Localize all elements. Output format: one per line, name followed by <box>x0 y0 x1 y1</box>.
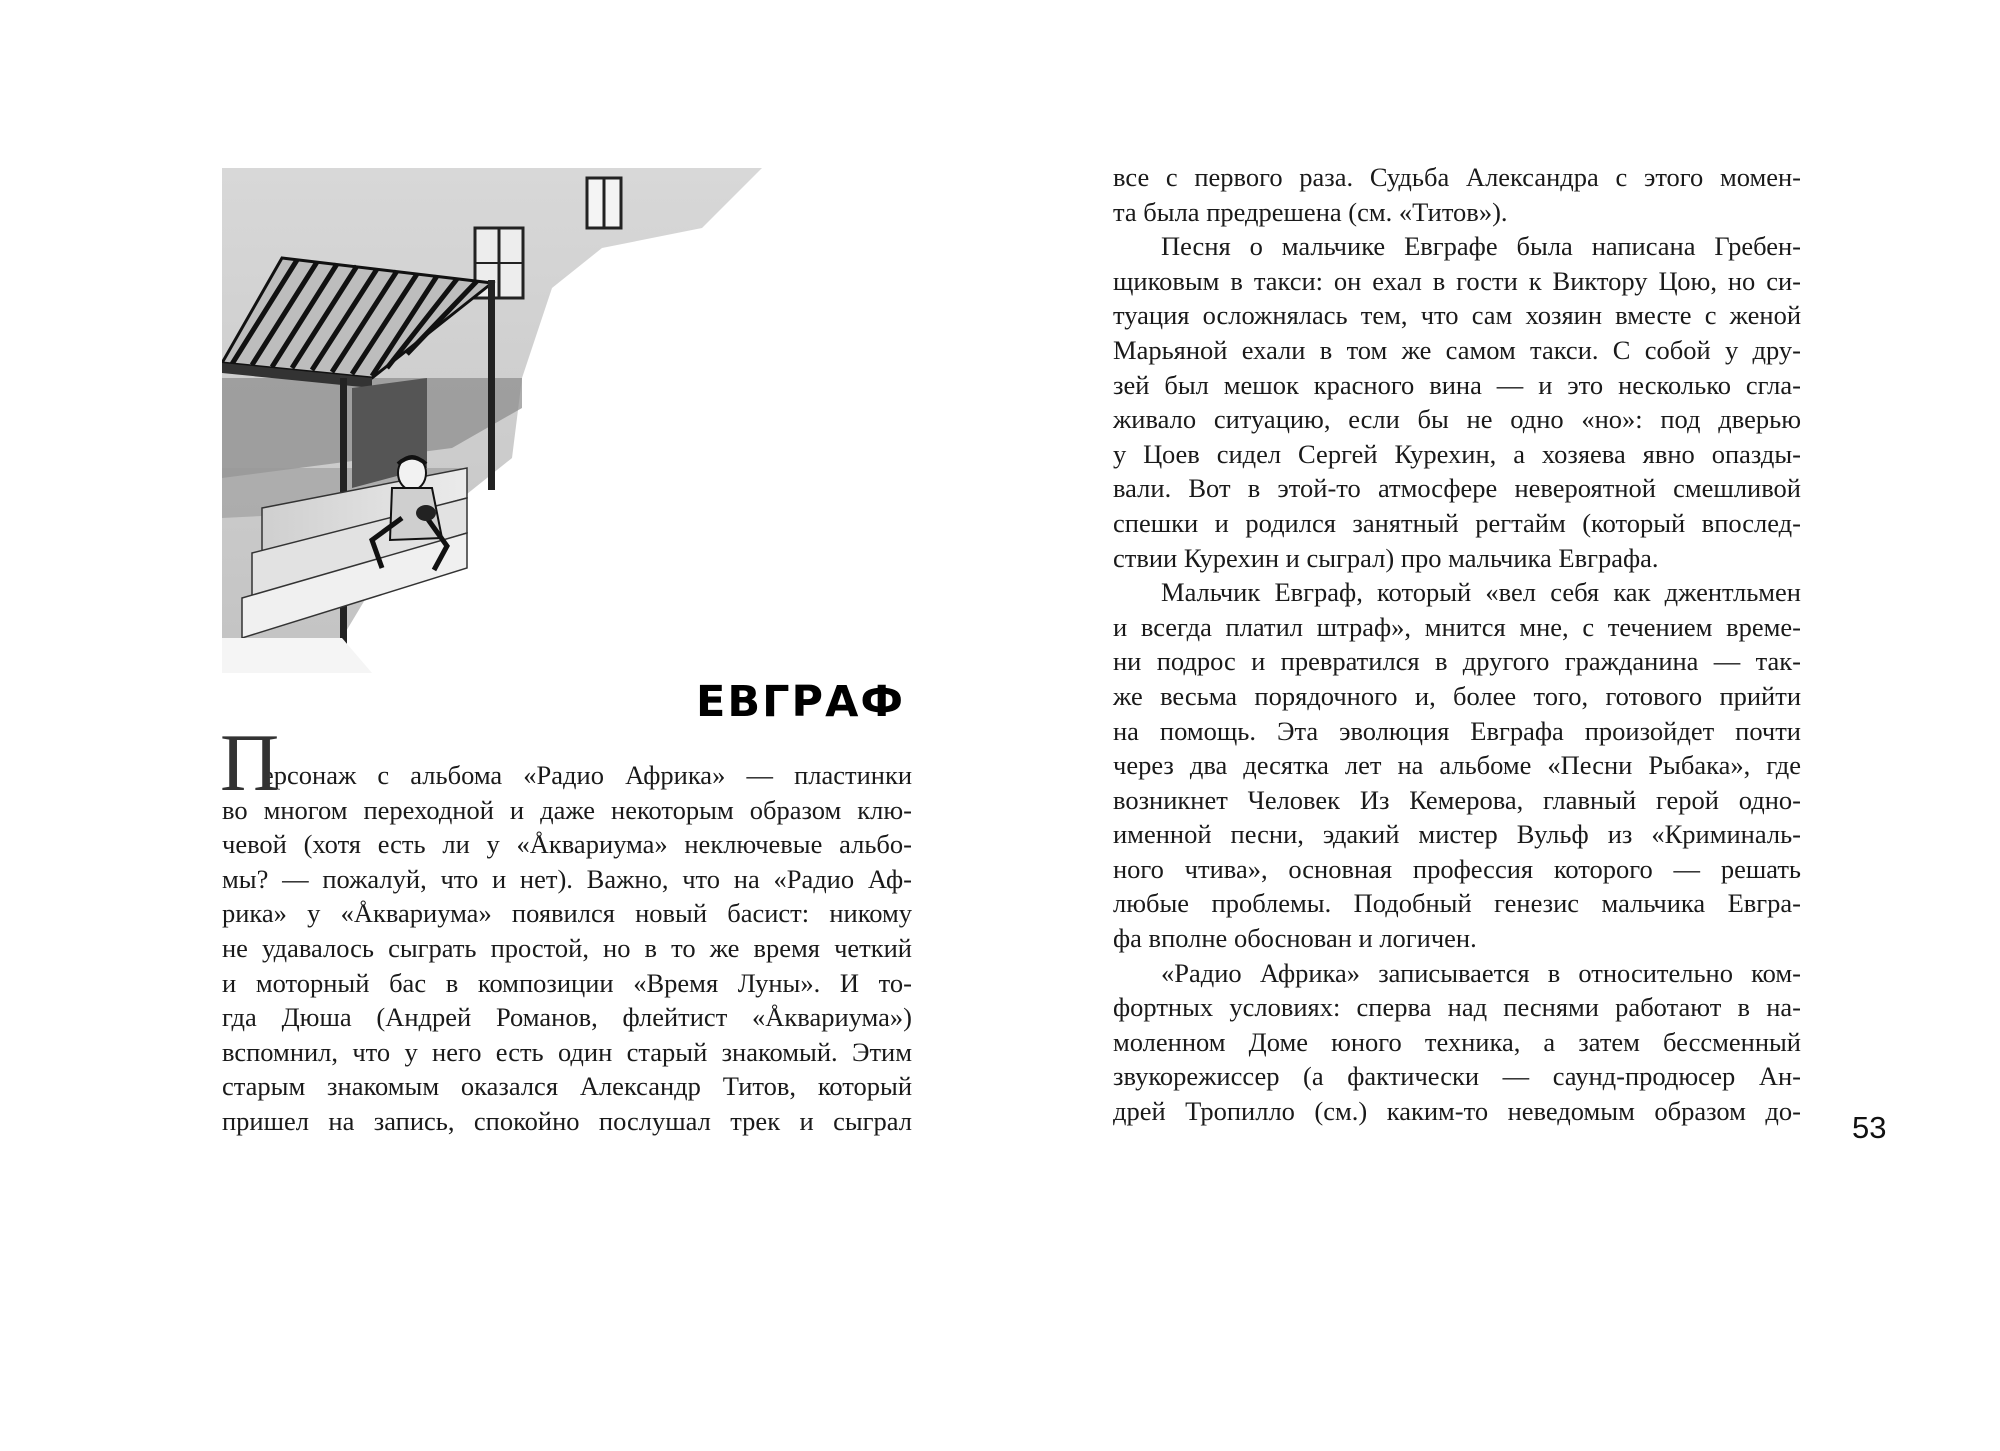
paragraph-line: вспомнил, что у него есть один старый знакомый. Этим <box>222 1036 912 1067</box>
paragraph-line: и моторный бас в композиции «Время Луны». И то- <box>222 967 912 998</box>
paragraph-line: П ерсонаж с альбома «Радио Африка» — пластинки <box>220 717 912 808</box>
paragraph-line: пришел на запись, спокойно послушал трек и сыграл <box>222 1105 912 1136</box>
paragraph-line: через два десятка лет на альбоме «Песни Рыбака», где <box>1113 750 1801 781</box>
paragraph-line: чевой (хотя есть ли у «Åквариума» неключевые альбо- <box>222 829 912 860</box>
paragraph-line: рика» у «Åквариума» появился новый басист: никому <box>222 898 912 929</box>
paragraph-line: Песня о мальчике Евграфе была написана Гребен- <box>1161 231 1801 262</box>
drop-cap: П <box>220 717 280 808</box>
paragraph-line: мы? — пожалуй, что и нет). Важно, что на «Радио Аф- <box>222 863 912 894</box>
paragraph-line: все с первого раза. Судьба Александра с этого момен- <box>1113 162 1801 192</box>
paragraph-line: не удавалось сыграть простой, но в то же время четкий <box>222 932 912 963</box>
article-title: ЕВГРАФ <box>696 677 905 727</box>
paragraph-line: фортных условиях: сперва над песнями работают в на- <box>1113 992 1801 1023</box>
paragraph-line: же весьма порядочного и, более того, готового прийти <box>1113 680 1801 711</box>
paragraph-line: на помощь. Эта эволюция Евграфа произойдет почти <box>1113 715 1801 746</box>
illustration-boy-on-porch <box>222 168 762 673</box>
paragraph-line: ного чтива», основная профессия которого — решать <box>1113 853 1801 884</box>
paragraph-line: та была предрешена (см. «Титов»). <box>1113 196 1508 227</box>
paragraph-line: моленном Доме юного техника, а затем бессменный <box>1113 1026 1801 1057</box>
paragraph-line: во многом переходной и даже некоторым образом клю- <box>222 794 912 825</box>
page-number: 53 <box>1852 1110 1887 1145</box>
paragraph-line: возникнет Человек Из Кемерова, главный герой одно- <box>1113 784 1801 815</box>
paragraph-line: вали. Вот в этой-то атмосфере невероятной смешливой <box>1113 473 1801 504</box>
paragraph-line: Мальчик Евграф, который «вел себя как джентльмен <box>1161 577 1801 608</box>
paragraph-line: фа вполне обоснован и логичен. <box>1113 923 1477 954</box>
right-column-text <box>1113 160 1801 1129</box>
paragraph-line: щиковым в такси: он ехал в гости к Виктору Цою, но си- <box>1113 265 1801 296</box>
paragraph-line: именной песни, эдакий мистер Вульф из «Криминаль- <box>1113 819 1801 850</box>
paragraph-line: живало ситуацию, если бы не одно «но»: под дверью <box>1113 404 1801 435</box>
paragraph-line: ствии Курехин и сыграл) про мальчика Евграфа. <box>1113 542 1659 573</box>
porch-post-right <box>488 280 495 490</box>
paragraph-line: и всегда платил штраф», мнится мне, с течением време- <box>1113 611 1801 642</box>
paragraph-line: звукорежиссер (а фактически — саунд-продюсер Ан- <box>1113 1061 1801 1092</box>
paragraph-line: у Цоев сидел Сергей Курехин, а хозяева явно опазды- <box>1113 438 1801 469</box>
paragraph-line: туация осложнялась тем, что сам хозяин вместе с женой <box>1113 300 1801 331</box>
paragraph-line: «Радио Африка» записывается в относительно ком- <box>1161 957 1801 988</box>
paragraph-line: Марьяной ехали в том же самом такси. С собой у дру- <box>1113 334 1801 365</box>
paragraph-line: дрей Тропилло (см.) каким-то неведомым образом до- <box>1113 1096 1801 1127</box>
paragraph-line: спешки и родился занятный регтайм (который впослед- <box>1113 507 1801 538</box>
paragraph-line: ни подрос и превратился в другого гражданина — так- <box>1113 646 1801 677</box>
left-column-text <box>220 717 912 1139</box>
paragraph-line: любые проблемы. Подобный генезис мальчика Евгра- <box>1113 888 1801 919</box>
paragraph-line: зей был мешок красного вина — и это несколько сгла- <box>1113 369 1801 400</box>
paragraph-line: старым знакомым оказался Александр Титов, который <box>222 1071 912 1102</box>
paragraph-line: гда Дюша (Андрей Романов, флейтист «Åквариума») <box>222 1002 912 1033</box>
